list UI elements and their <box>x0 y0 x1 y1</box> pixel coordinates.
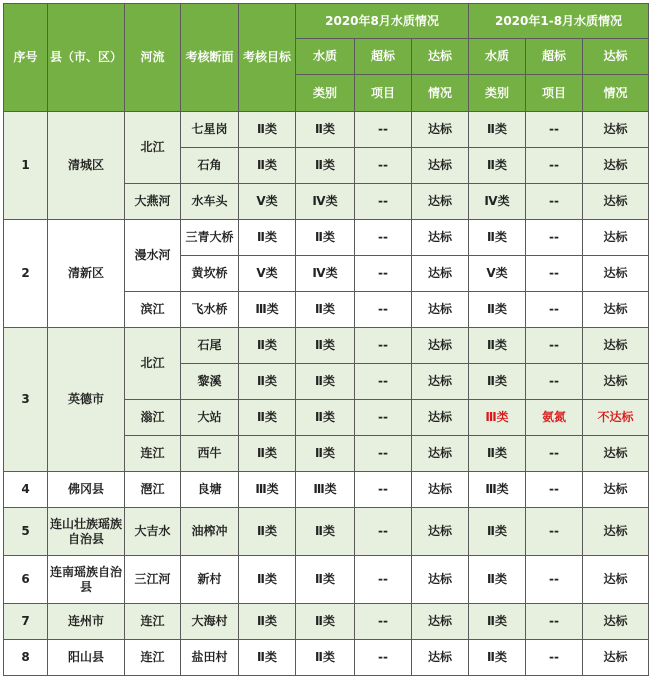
cell-seq: 1 <box>4 112 48 220</box>
header-ytd-exceed-top: 超标 <box>526 39 583 75</box>
cell-ytd-exceed: -- <box>526 328 583 364</box>
table-row <box>4 556 649 604</box>
cell-ytd-quality: Ⅱ类 <box>469 220 526 256</box>
header-aug-group: 2020年8月水质情况 <box>296 4 469 39</box>
cell-river: 滃江 <box>125 400 181 436</box>
cell-county: 清城区 <box>48 112 125 220</box>
cell-target: Ⅴ类 <box>239 256 296 292</box>
cell-target: Ⅱ类 <box>239 508 296 556</box>
cell-target: Ⅲ类 <box>239 472 296 508</box>
cell-river: 连江 <box>125 436 181 472</box>
cell-aug-exceed: -- <box>355 184 412 220</box>
cell-ytd-status: 达标 <box>583 292 649 328</box>
cell-aug-exceed: -- <box>355 400 412 436</box>
cell-county: 连南瑶族自治县 <box>48 556 125 604</box>
cell-aug-quality: Ⅳ类 <box>296 184 355 220</box>
cell-aug-status: 达标 <box>412 472 469 508</box>
cell-seq: 7 <box>4 604 48 640</box>
cell-section: 石角 <box>181 148 239 184</box>
cell-ytd-exceed: -- <box>526 364 583 400</box>
cell-target: Ⅱ类 <box>239 436 296 472</box>
cell-target: Ⅴ类 <box>239 184 296 220</box>
cell-river: 大燕河 <box>125 184 181 220</box>
cell-ytd-status: 达标 <box>583 364 649 400</box>
table-row <box>4 604 649 640</box>
cell-ytd-status: 达标 <box>583 328 649 364</box>
header-seq: 序号 <box>4 4 48 112</box>
cell-target: Ⅱ类 <box>239 556 296 604</box>
cell-ytd-quality: Ⅱ类 <box>469 364 526 400</box>
header-ytd-exceed-bottom: 项目 <box>526 75 583 112</box>
cell-aug-quality: Ⅱ类 <box>296 640 355 676</box>
cell-ytd-quality: Ⅱ类 <box>469 508 526 556</box>
cell-target: Ⅱ类 <box>239 112 296 148</box>
cell-river: 连江 <box>125 604 181 640</box>
table-row <box>4 328 649 364</box>
header-target: 考核目标 <box>239 4 296 112</box>
cell-ytd-exceed: -- <box>526 436 583 472</box>
cell-aug-quality: Ⅲ类 <box>296 472 355 508</box>
cell-county: 英德市 <box>48 328 125 472</box>
cell-seq: 2 <box>4 220 48 328</box>
cell-target: Ⅱ类 <box>239 148 296 184</box>
cell-ytd-quality: Ⅱ类 <box>469 328 526 364</box>
cell-ytd-quality: Ⅱ类 <box>469 112 526 148</box>
cell-aug-quality: Ⅱ类 <box>296 508 355 556</box>
table-row <box>4 220 649 256</box>
cell-aug-exceed: -- <box>355 508 412 556</box>
cell-ytd-quality: Ⅱ类 <box>469 292 526 328</box>
table-row <box>4 112 649 148</box>
cell-ytd-status: 达标 <box>583 472 649 508</box>
header-county: 县（市、区） <box>48 4 125 112</box>
cell-aug-status: 达标 <box>412 328 469 364</box>
cell-aug-exceed: -- <box>355 328 412 364</box>
cell-ytd-exceed: -- <box>526 256 583 292</box>
cell-section: 石尾 <box>181 328 239 364</box>
water-quality-table <box>3 3 649 676</box>
header-ytd-quality-bottom: 类别 <box>469 75 526 112</box>
cell-aug-exceed: -- <box>355 148 412 184</box>
cell-river: 北江 <box>125 112 181 184</box>
cell-ytd-status: 达标 <box>583 436 649 472</box>
cell-section: 油榨冲 <box>181 508 239 556</box>
cell-aug-exceed: -- <box>355 112 412 148</box>
cell-aug-quality: Ⅱ类 <box>296 436 355 472</box>
cell-ytd-status: 达标 <box>583 220 649 256</box>
cell-aug-status: 达标 <box>412 436 469 472</box>
cell-ytd-quality: Ⅱ类 <box>469 640 526 676</box>
cell-ytd-status: 达标 <box>583 148 649 184</box>
cell-aug-exceed: -- <box>355 640 412 676</box>
cell-target: Ⅱ类 <box>239 328 296 364</box>
cell-section: 黎溪 <box>181 364 239 400</box>
header-river: 河流 <box>125 4 181 112</box>
cell-aug-status: 达标 <box>412 184 469 220</box>
header-ytd-meet-bottom: 情况 <box>583 75 649 112</box>
cell-seq: 5 <box>4 508 48 556</box>
cell-river: 三江河 <box>125 556 181 604</box>
cell-section: 大海村 <box>181 604 239 640</box>
cell-ytd-status: 达标 <box>583 256 649 292</box>
cell-aug-status: 达标 <box>412 364 469 400</box>
cell-aug-exceed: -- <box>355 472 412 508</box>
cell-aug-exceed: -- <box>355 436 412 472</box>
cell-aug-quality: Ⅳ类 <box>296 256 355 292</box>
cell-river: 漫水河 <box>125 220 181 292</box>
cell-aug-exceed: -- <box>355 256 412 292</box>
cell-ytd-status: 达标 <box>583 640 649 676</box>
cell-section: 飞水桥 <box>181 292 239 328</box>
cell-ytd-exceed: -- <box>526 184 583 220</box>
cell-river: 滨江 <box>125 292 181 328</box>
cell-county: 连山壮族瑶族自治县 <box>48 508 125 556</box>
header-aug-meet-bottom: 情况 <box>412 75 469 112</box>
header-aug-meet-top: 达标 <box>412 39 469 75</box>
cell-aug-status: 达标 <box>412 292 469 328</box>
cell-ytd-quality: Ⅱ类 <box>469 436 526 472</box>
cell-target: Ⅱ类 <box>239 640 296 676</box>
header-section: 考核断面 <box>181 4 239 112</box>
cell-ytd-quality: Ⅱ类 <box>469 604 526 640</box>
cell-county: 清新区 <box>48 220 125 328</box>
cell-section: 黄坎桥 <box>181 256 239 292</box>
cell-ytd-exceed: -- <box>526 148 583 184</box>
cell-aug-quality: Ⅱ类 <box>296 364 355 400</box>
table-row <box>4 508 649 556</box>
cell-aug-status: 达标 <box>412 640 469 676</box>
cell-county: 佛冈县 <box>48 472 125 508</box>
cell-ytd-quality: Ⅲ类 <box>469 472 526 508</box>
table-row <box>4 472 649 508</box>
cell-aug-quality: Ⅱ类 <box>296 328 355 364</box>
cell-ytd-quality: Ⅲ类 <box>469 400 526 436</box>
cell-ytd-status: 达标 <box>583 604 649 640</box>
cell-ytd-quality: Ⅳ类 <box>469 184 526 220</box>
cell-aug-exceed: -- <box>355 292 412 328</box>
cell-section: 盐田村 <box>181 640 239 676</box>
cell-ytd-quality: Ⅴ类 <box>469 256 526 292</box>
cell-ytd-status: 达标 <box>583 508 649 556</box>
cell-seq: 3 <box>4 328 48 472</box>
cell-ytd-exceed: -- <box>526 508 583 556</box>
cell-ytd-status: 达标 <box>583 556 649 604</box>
cell-ytd-quality: Ⅱ类 <box>469 556 526 604</box>
cell-aug-quality: Ⅱ类 <box>296 292 355 328</box>
cell-aug-exceed: -- <box>355 364 412 400</box>
cell-aug-status: 达标 <box>412 400 469 436</box>
cell-river: 大吉水 <box>125 508 181 556</box>
header-ytd-quality-top: 水质 <box>469 39 526 75</box>
header-ytd-meet-top: 达标 <box>583 39 649 75</box>
cell-aug-status: 达标 <box>412 604 469 640</box>
cell-target: Ⅱ类 <box>239 604 296 640</box>
cell-section: 大站 <box>181 400 239 436</box>
cell-aug-exceed: -- <box>355 604 412 640</box>
cell-ytd-status: 达标 <box>583 112 649 148</box>
cell-aug-quality: Ⅱ类 <box>296 112 355 148</box>
cell-section: 水车头 <box>181 184 239 220</box>
cell-section: 新村 <box>181 556 239 604</box>
cell-section: 西牛 <box>181 436 239 472</box>
cell-aug-quality: Ⅱ类 <box>296 220 355 256</box>
cell-aug-quality: Ⅱ类 <box>296 556 355 604</box>
header-ytd-group: 2020年1-8月水质情况 <box>469 4 649 39</box>
header-aug-exceed-bottom: 项目 <box>355 75 412 112</box>
cell-ytd-quality: Ⅱ类 <box>469 148 526 184</box>
cell-aug-exceed: -- <box>355 220 412 256</box>
cell-target: Ⅲ类 <box>239 292 296 328</box>
cell-ytd-exceed: -- <box>526 640 583 676</box>
cell-aug-quality: Ⅱ类 <box>296 400 355 436</box>
cell-ytd-exceed: -- <box>526 556 583 604</box>
cell-ytd-exceed: 氨氮 <box>526 400 583 436</box>
cell-aug-status: 达标 <box>412 508 469 556</box>
cell-target: Ⅱ类 <box>239 364 296 400</box>
cell-county: 阳山县 <box>48 640 125 676</box>
cell-river: 北江 <box>125 328 181 400</box>
cell-ytd-exceed: -- <box>526 292 583 328</box>
cell-aug-status: 达标 <box>412 220 469 256</box>
cell-ytd-exceed: -- <box>526 112 583 148</box>
cell-river: 连江 <box>125 640 181 676</box>
table-row <box>4 640 649 676</box>
cell-section: 良塘 <box>181 472 239 508</box>
cell-aug-status: 达标 <box>412 148 469 184</box>
cell-ytd-status: 不达标 <box>583 400 649 436</box>
cell-seq: 8 <box>4 640 48 676</box>
cell-target: Ⅱ类 <box>239 220 296 256</box>
cell-target: Ⅱ类 <box>239 400 296 436</box>
cell-seq: 6 <box>4 556 48 604</box>
cell-section: 七星岗 <box>181 112 239 148</box>
header-aug-quality-bottom: 类别 <box>296 75 355 112</box>
cell-aug-exceed: -- <box>355 556 412 604</box>
cell-aug-status: 达标 <box>412 556 469 604</box>
cell-aug-quality: Ⅱ类 <box>296 148 355 184</box>
cell-river: 潖江 <box>125 472 181 508</box>
cell-ytd-exceed: -- <box>526 220 583 256</box>
cell-aug-quality: Ⅱ类 <box>296 604 355 640</box>
cell-seq: 4 <box>4 472 48 508</box>
cell-section: 三青大桥 <box>181 220 239 256</box>
cell-ytd-status: 达标 <box>583 184 649 220</box>
cell-aug-status: 达标 <box>412 256 469 292</box>
cell-ytd-exceed: -- <box>526 604 583 640</box>
header-aug-quality-top: 水质 <box>296 39 355 75</box>
cell-aug-status: 达标 <box>412 112 469 148</box>
cell-county: 连州市 <box>48 604 125 640</box>
cell-ytd-exceed: -- <box>526 472 583 508</box>
header-aug-exceed-top: 超标 <box>355 39 412 75</box>
